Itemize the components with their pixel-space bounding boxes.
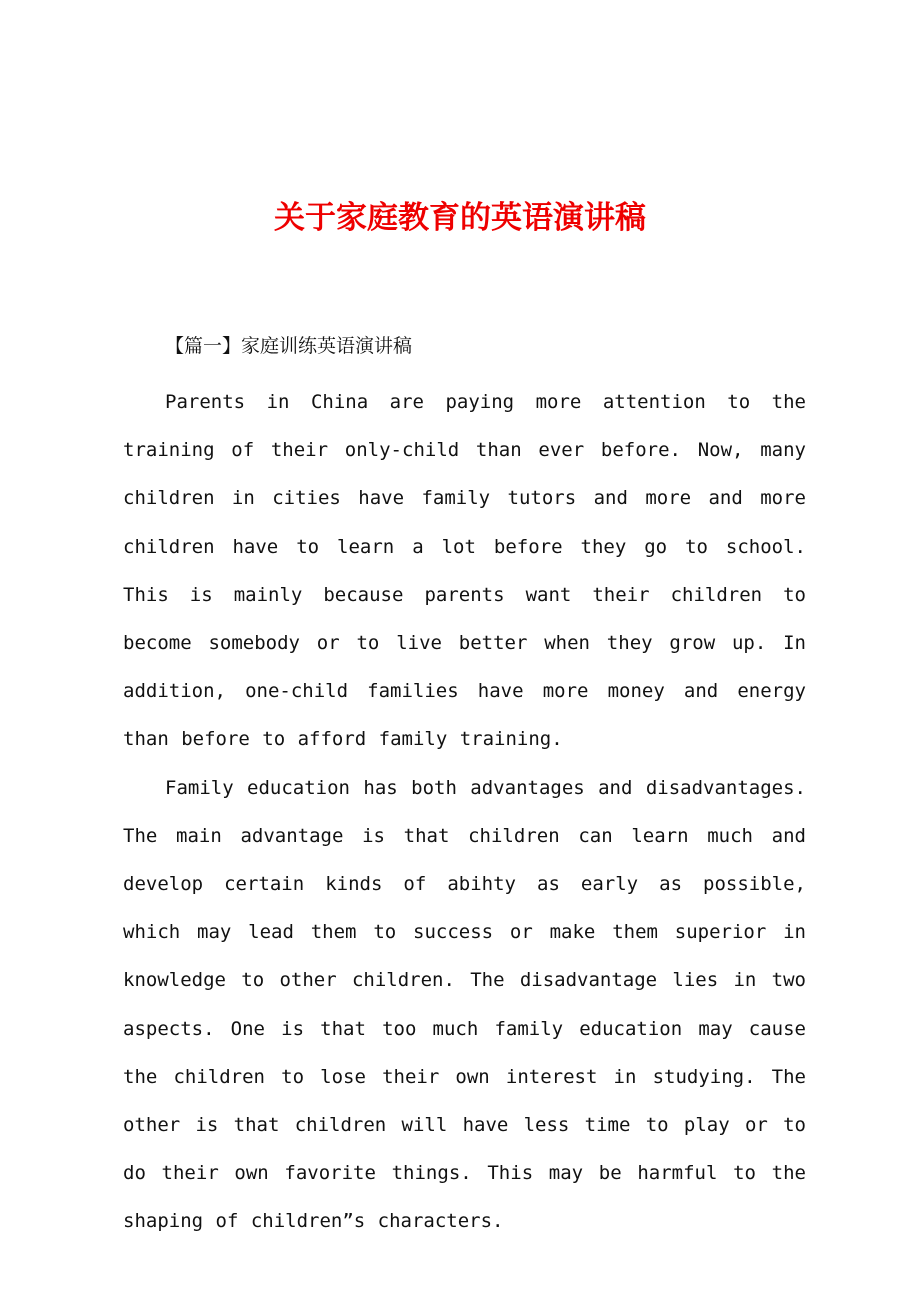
section-heading: 【篇一】家庭训练英语演讲稿 bbox=[165, 335, 413, 357]
document-body bbox=[123, 328, 806, 1246]
body-paragraph-2: Family education has both advantages and disadvantages. The main advantage is that children can learn much and develop certain kinds of abihty as early as possible, which may lead them to success or make them superior in knowledge to other children. The disadvantage lies in two aspects. One is that too much family education may cause the children to lose their own interest in studying. The other is that children will have less time to play or to do their own favorite things. This may be harmful to the shaping of children”s characters. bbox=[123, 776, 806, 1233]
body-paragraph-1: Parents in China are paying more attention to the training of their only-child than ever before. Now, many children in cities have family tutors and more and more children have to learn a lot before they go to school. This is mainly because parents want their children to become somebody or to live better when they grow up. In addition, one-child families have more money and energy than before to afford family training. bbox=[123, 391, 806, 751]
document-title: 关于家庭教育的英语演讲稿 bbox=[274, 200, 646, 236]
